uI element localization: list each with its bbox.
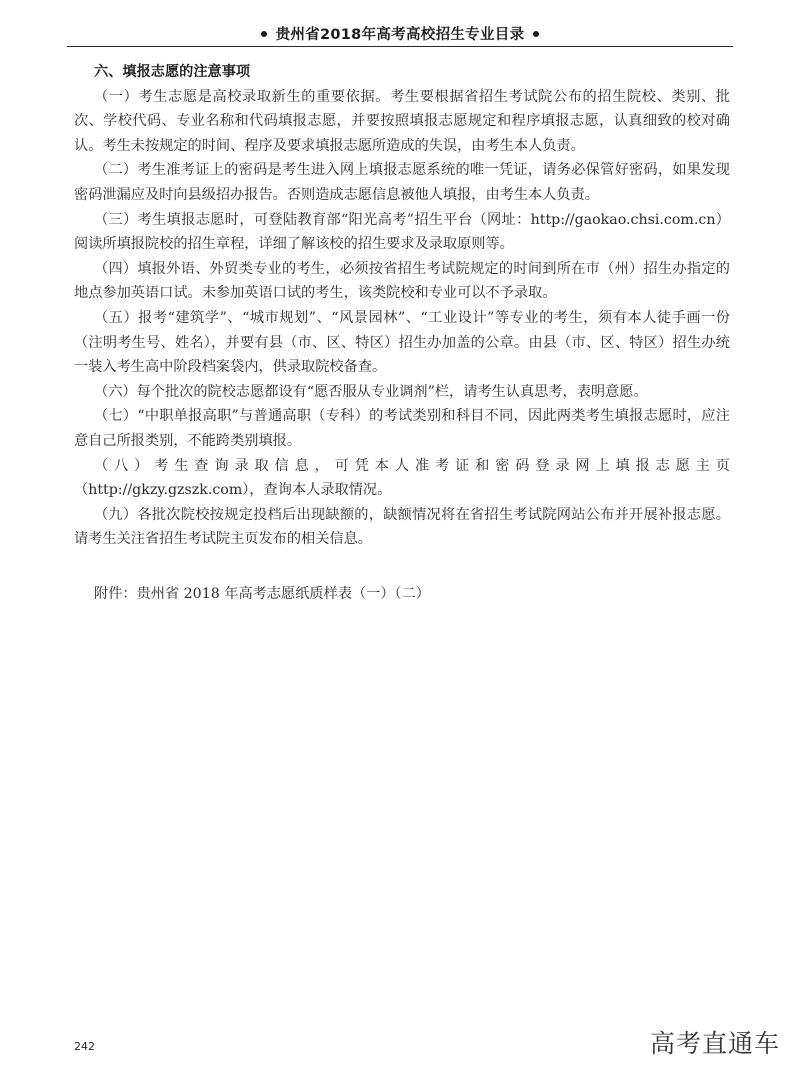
page-number: 242 xyxy=(74,1040,95,1053)
watermark-text: 高考直通车 xyxy=(649,1029,780,1058)
section-title: 六、填报志愿的注意事项 xyxy=(94,64,251,80)
header-title-line xyxy=(67,23,733,44)
paragraph-1: （一）考生志愿是高校录取新生的重要依据。考生要根据省招生考试院公布的招生院校、类别、批次、学校代码、专业名称和代码填报志愿，并要按照填报志愿规定和程序填报志愿，认真细致的校对确认。考生未按规定的时间、程序及要求填报志愿所造成的失误，由考生本人负责。 xyxy=(74,88,730,154)
paragraph-6: （六）每个批次的院校志愿都设有“愿否服从专业调剂”栏，请考生认真思考，表明意愿。 xyxy=(94,383,648,400)
attachment-note: 附件：贵州省 2018 年高考志愿纸质样表（一）（二） xyxy=(94,585,430,602)
paragraph-4: （四）填报外语、外贸类专业的考生，必须按省招生考试院规定的时间到所在市（州）招生办指定的地点参加英语口试。未参加英语口试的考生，该类院校和专业可以不予录取。 xyxy=(74,260,730,302)
header-divider xyxy=(67,46,733,47)
paragraph-5: （五）报考“建筑学”、“城市规划”、“风景园林”、“工业设计”等专业的考生，须有本人徒手画一份（注明考生号、姓名），并要有县（市、区、特区）招生办加盖的公章。由县（市、区、特区）招生办统一装入考生高中阶段档案袋内，供录取院校备查。 xyxy=(74,309,730,376)
paragraph-7: （七）“中职单报高职”与普通高职（专科）的考试类别和科目不同，因此两类考生填报志愿时，应注意自己所报类别，不能跨类别填报。 xyxy=(74,408,730,449)
paragraph-3: （三）考生填报志愿时，可登陆教育部“阳光高考”招生平台（网址：http://gaokao.chsi.com.cn）阅读所填报院校的招生章程，详细了解该校的招生要求及录取原则等。 xyxy=(74,211,730,253)
page-body xyxy=(74,60,730,606)
bullet-dot-icon xyxy=(533,31,539,37)
paragraph-9: （九）各批次院校按规定投档后出现缺额的，缺额情况将在省招生考试院网站公布并开展补报志愿。请考生关注省招生考试院主页发布的相关信息。 xyxy=(74,506,730,548)
bullet-dot-icon xyxy=(261,31,267,37)
paragraph-8: （八）考生查询录取信息，可凭本人准考证和密码登录网上填报志愿主页（http://gkzy.gzszk.com），查询本人录取情况。 xyxy=(74,457,730,499)
header-title: 贵州省2018年高考高校招生专业目录 xyxy=(275,27,525,43)
running-header xyxy=(67,20,733,50)
paragraph-2: （二）考生准考证上的密码是考生进入网上填报志愿系统的唯一凭证，请务必保管好密码，如果发现密码泄漏应及时向县级招办报告。否则造成志愿信息被他人填报，由考生本人负责。 xyxy=(74,162,730,203)
